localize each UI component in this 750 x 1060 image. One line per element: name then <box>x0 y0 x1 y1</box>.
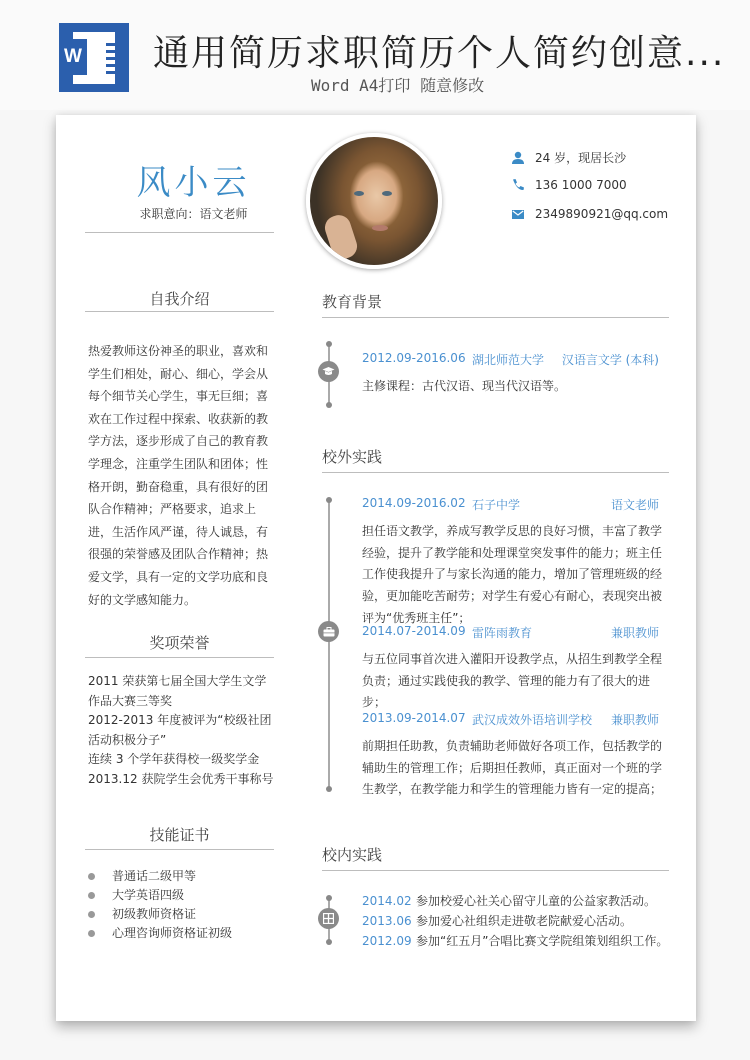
entry-org: 雷阵雨教育 <box>472 626 533 640</box>
education-school: 湖北师范大学 <box>472 353 545 367</box>
entry-org: 武汉成效外语培训学校 <box>472 713 593 727</box>
external-practice-heading: 校外实践 <box>322 446 669 473</box>
education-entry-header <box>362 351 659 368</box>
entry-role: 兼职教师 <box>610 713 659 727</box>
divider <box>85 232 274 233</box>
skill-item <box>88 924 278 943</box>
word-doc-icon <box>59 23 129 92</box>
divider <box>85 657 274 658</box>
external-entry-header <box>362 711 659 728</box>
entry-text: 参加“红五月”合唱比赛文学院组策划组织工作。 <box>416 934 669 948</box>
timeline-dot <box>326 895 332 901</box>
skill-item <box>88 886 278 905</box>
campus-practice-heading: 校内实践 <box>322 844 669 871</box>
profile-photo <box>306 133 442 269</box>
word-icon-line <box>106 64 124 67</box>
campus-entry <box>362 891 656 911</box>
contact-text: 24 岁，现居长沙 <box>535 151 627 165</box>
entry-detail: 与五位同事首次进入灌阳开设教学点，从招生到教学全程负责；通过实践使我的教学、管理的能力有了很大的进步； <box>362 652 663 710</box>
preview-banner <box>0 0 750 110</box>
photo-detail <box>322 212 360 262</box>
entry-date: 2012.09 <box>362 934 412 948</box>
divider <box>85 311 274 312</box>
briefcase-icon <box>318 621 339 642</box>
skills-heading: 技能证书 <box>149 826 210 844</box>
contact-email <box>511 207 668 221</box>
entry-role: 兼职教师 <box>610 626 659 640</box>
entry-date: 2014.09-2016.02 <box>362 496 466 510</box>
photo-detail <box>382 191 392 196</box>
external-entry-header <box>362 496 659 513</box>
timeline-dot <box>326 402 332 408</box>
education-date: 2012.09-2016.06 <box>362 351 466 365</box>
grid-icon <box>318 908 339 929</box>
external-entry-header <box>362 624 659 641</box>
word-icon-line <box>106 71 124 74</box>
timeline-dot <box>326 497 332 503</box>
contact-age-location <box>511 149 626 166</box>
contact-phone <box>511 178 627 192</box>
intro-text: 热爱教师这份神圣的职业，喜欢和学生们相处，耐心、细心，学会从每个细节关心学生，事无巨细；喜欢在工作过程中探索、收获新的教学方法，逐步形成了自己的教育教学理念，注重学生团队和团体；性格开朗，勤奋稳重，具有很好的团队合作精神；严格要求，追求上进，生活作风严谨，待人诚恳，有很强的荣誉感及团队合作精神；热爱文学，具有一定的文学功底和良好的文学感知能力。 <box>88 344 269 607</box>
document-title: 通用简历求职简历个人简约创意... <box>153 33 726 74</box>
bullet-icon <box>88 892 95 899</box>
timeline-line <box>328 499 330 789</box>
entry-detail: 前期担任助教，负责辅助老师做好各项工作，包括教学的辅助生的管理工作；后期担任教师，真正面对一个班的学生教学，在教学能力和学生的管理能力皆有一定的提高； <box>362 739 663 797</box>
entry-date: 2013.06 <box>362 914 412 928</box>
job-objective: 求职意向：语文老师 <box>139 207 248 221</box>
candidate-name: 风小云 <box>136 163 251 203</box>
entry-text: 参加校爱心社关心留守儿童的公益家教活动。 <box>416 894 657 908</box>
skill-label: 心理咨询师资格证初级 <box>112 926 233 940</box>
skill-label: 大学英语四级 <box>112 888 185 902</box>
email-icon <box>511 207 525 221</box>
timeline-dot <box>326 341 332 347</box>
document-subtitle: Word A4打印 随意修改 <box>311 76 485 95</box>
entry-text: 参加爱心社组织走进敬老院献爱心活动。 <box>416 914 633 928</box>
word-icon-line <box>106 43 124 46</box>
awards-heading: 奖项荣誉 <box>149 634 210 652</box>
campus-entry <box>362 931 668 951</box>
bullet-icon <box>88 911 95 918</box>
award-item: 连续 3 个学年获得校一级奖学金 <box>88 752 260 766</box>
skill-item <box>88 905 278 924</box>
campus-entry <box>362 911 632 931</box>
user-icon <box>511 151 525 165</box>
photo-detail <box>372 225 388 231</box>
divider <box>85 849 274 850</box>
word-icon-line <box>106 57 124 60</box>
graduation-cap-icon <box>318 361 339 382</box>
photo-detail <box>354 191 364 196</box>
entry-date: 2013.09-2014.07 <box>362 711 466 725</box>
contact-text[interactable]: 136 1000 7000 <box>535 178 627 192</box>
entry-date: 2014.07-2014.09 <box>362 624 466 638</box>
awards-list <box>88 672 278 789</box>
award-item: 2013.12 获院学生会优秀干事称号 <box>88 771 274 786</box>
skills-list <box>88 867 278 943</box>
word-icon-letter: W <box>59 39 87 75</box>
bullet-icon <box>88 930 95 937</box>
education-heading: 教育背景 <box>322 291 669 318</box>
skill-label: 普通话二级甲等 <box>112 869 197 883</box>
education-major: 汉语言文学 (本科) <box>561 353 659 367</box>
education-detail: 主修课程：古代汉语、现当代汉语等。 <box>362 379 567 393</box>
word-icon-line <box>106 50 124 53</box>
skill-item <box>88 867 278 886</box>
intro-heading: 自我介绍 <box>149 290 210 308</box>
entry-detail: 担任语文教学，养成写教学反思的良好习惯，丰富了教学经验，提升了教学能和处理课堂突发事件的能力；班主任工作使我提升了与家长沟通的能力，增加了管理班级的经验，更加能吃苦耐劳；对学生有爱心有耐心，表现突出被评为“优秀班主任”； <box>362 524 663 625</box>
contact-text[interactable]: 2349890921@qq.com <box>535 207 669 221</box>
timeline-dot <box>326 786 332 792</box>
skill-label: 初级教师资格证 <box>112 907 197 921</box>
resume-page <box>56 115 696 1021</box>
award-item: 2012-2013 年度被评为“校级社团活动积极分子” <box>88 713 272 747</box>
phone-icon <box>511 178 525 192</box>
entry-org: 石子中学 <box>472 498 521 512</box>
entry-date: 2014.02 <box>362 894 412 908</box>
timeline-dot <box>326 939 332 945</box>
entry-role: 语文老师 <box>610 498 659 512</box>
award-item: 2011 荣获第七届全国大学生文学作品大赛三等奖 <box>88 674 267 708</box>
bullet-icon <box>88 873 95 880</box>
